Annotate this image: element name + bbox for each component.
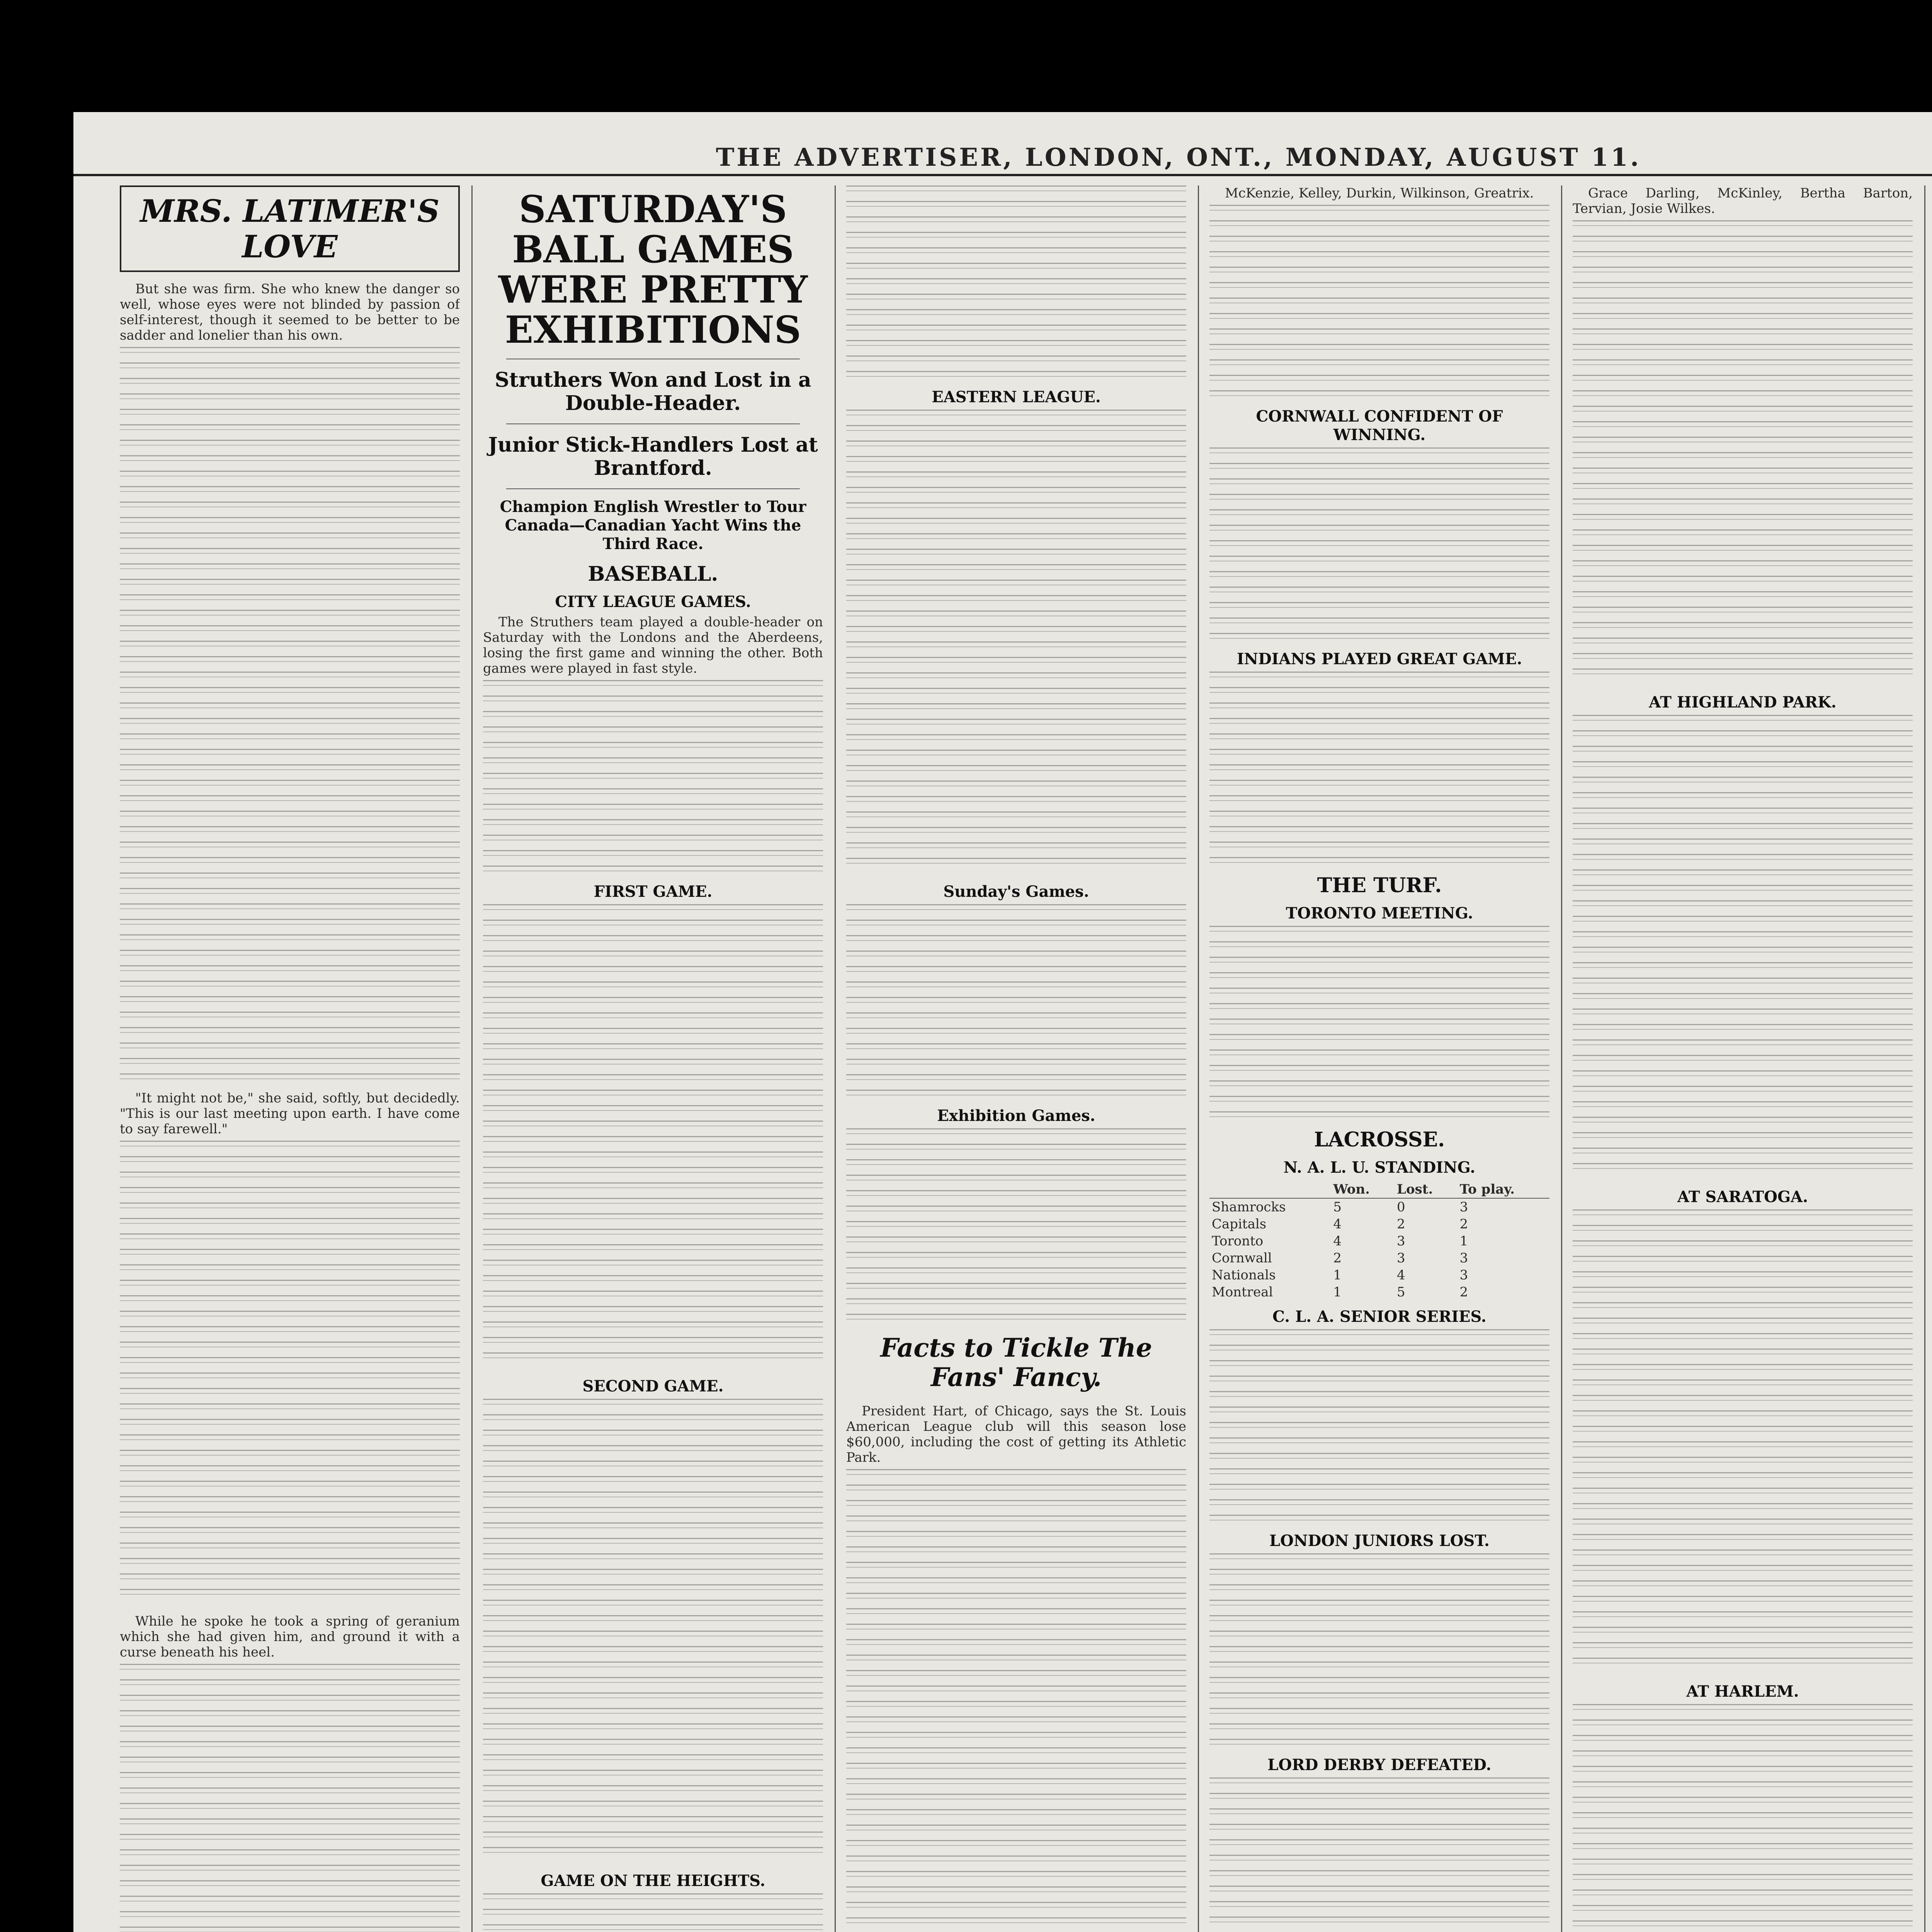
deck-heading: Junior Stick-Handlers Lost at Brantford. <box>488 433 818 480</box>
subsection-heading: AT SARATOGA. <box>1677 1188 1808 1206</box>
body-text-block <box>120 347 460 1081</box>
results-block <box>1573 220 1913 684</box>
subsection-heading: AT HIGHLAND PARK. <box>1649 693 1837 711</box>
table-row <box>1209 1233 1549 1250</box>
subsection-heading: Sunday's Games. <box>943 883 1089 901</box>
box-score-block <box>483 1399 823 1862</box>
body-text-block <box>120 1664 460 1932</box>
column-serial-story <box>120 185 460 1932</box>
cell: 1 <box>1459 1233 1468 1249</box>
column-rule <box>1924 185 1925 1932</box>
section-heading: THE TURF. <box>1317 874 1442 897</box>
cell: 0 <box>1397 1199 1405 1215</box>
cell: 2 <box>1397 1216 1405 1232</box>
subsection-heading: CITY LEAGUE GAMES. <box>555 593 751 611</box>
scores-block <box>846 904 1186 1097</box>
standings-header: Won. <box>1331 1181 1395 1198</box>
table-row <box>1209 1216 1549 1233</box>
body-text-block <box>1209 672 1549 865</box>
box-score-block <box>483 904 823 1368</box>
cell: 3 <box>1397 1250 1405 1266</box>
body-text-block <box>1209 1777 1549 1932</box>
paragraph: Grace Darling, McKinley, Bertha Barton, Tervian, Josie Wilkes. <box>1573 185 1913 216</box>
body-text-block <box>1209 447 1549 641</box>
table-row <box>1209 1198 1549 1216</box>
cell: 4 <box>1333 1216 1342 1232</box>
section-heading: BASEBALL. <box>588 562 718 586</box>
cell: 1 <box>1333 1284 1342 1300</box>
main-headline: SATURDAY'S BALL GAMES WERE PRETTY EXHIBITIONS <box>498 187 808 352</box>
cell: 5 <box>1397 1284 1405 1300</box>
paragraph: "It might not be," she said, softly, but decidedly. "This is our last meeting upon earth. I have come to say farewell." <box>120 1090 460 1137</box>
cell: 3 <box>1397 1233 1405 1249</box>
body-text-block <box>120 1141 460 1604</box>
body-text-block <box>846 1469 1186 1932</box>
column-league-scores <box>846 185 1186 1932</box>
body-text-block <box>1209 1329 1549 1522</box>
team-name: Cornwall <box>1212 1250 1272 1266</box>
subsection-heading: SECOND GAME. <box>582 1377 724 1395</box>
cell: 4 <box>1397 1267 1405 1283</box>
column-rule <box>1198 185 1199 1932</box>
scores-block <box>846 1128 1186 1321</box>
cell: 4 <box>1333 1233 1342 1249</box>
column-rule <box>471 185 473 1932</box>
paragraph: While he spoke he took a spring of geranium which she had given him, and ground it with a curse beneath his heel. <box>120 1614 460 1660</box>
team-name: Montreal <box>1212 1284 1273 1300</box>
body-text-block <box>1209 1553 1549 1747</box>
table-row <box>1209 1267 1549 1284</box>
standings-header: Lost. <box>1395 1181 1458 1198</box>
team-name: Shamrocks <box>1212 1199 1286 1215</box>
cell: 2 <box>1333 1250 1342 1266</box>
body-text-block <box>483 680 823 873</box>
standings-header-row <box>1209 1181 1549 1198</box>
standings-header <box>1209 1181 1331 1198</box>
deck-heading: Struthers Won and Lost in a Double-Header. <box>495 368 811 415</box>
column-lacrosse-turf <box>1209 185 1549 1932</box>
cell: 2 <box>1459 1216 1468 1232</box>
cell: 5 <box>1333 1199 1342 1215</box>
column-rule <box>835 185 836 1932</box>
cell: 1 <box>1333 1267 1342 1283</box>
column-rule <box>1561 185 1562 1932</box>
cell: 3 <box>1459 1250 1468 1266</box>
cell: 3 <box>1459 1199 1468 1215</box>
feature-heading: Facts to Tickle The Fans' Fancy. <box>880 1333 1152 1392</box>
paragraph: The Struthers team played a double-header on Saturday with the Londons and the Aberdeens, losing the first game and winning the other. Both games were played in fast style. <box>483 614 823 676</box>
cell: 2 <box>1459 1284 1468 1300</box>
body-text-block <box>483 1893 823 1932</box>
team-name: Nationals <box>1212 1267 1276 1283</box>
subsection-heading: TORONTO MEETING. <box>1286 904 1473 922</box>
divider <box>506 488 800 489</box>
story-heading-box <box>120 185 460 272</box>
subsection-heading: C. L. A. SENIOR SERIES. <box>1272 1308 1486 1326</box>
paragraph: McKenzie, Kelley, Durkin, Wilkinson, Greatrix. <box>1225 185 1534 201</box>
subsection-heading: Exhibition Games. <box>937 1107 1095 1125</box>
paragraph: President Hart, of Chicago, says the St. Louis American League club will this season lose $60,000, including the cost of getting its Athletic Park. <box>846 1403 1186 1465</box>
results-block <box>1573 1209 1913 1673</box>
subsection-heading: FIRST GAME. <box>594 883 713 901</box>
subsection-heading: CORNWALL CONFIDENT OF WINNING. <box>1256 407 1503 444</box>
subsection-heading: AT HARLEM. <box>1686 1682 1799 1701</box>
team-name: Toronto <box>1212 1233 1264 1249</box>
subsection-heading: LORD DERBY DEFEATED. <box>1267 1756 1492 1774</box>
section-heading: LACROSSE. <box>1314 1128 1445 1151</box>
divider <box>506 423 800 424</box>
story-title: MRS. LATIMER'S LOVE <box>140 193 440 265</box>
subsection-heading: EASTERN LEAGUE. <box>932 388 1101 406</box>
subsection-heading: LONDON JUNIORS LOST. <box>1269 1532 1490 1550</box>
masthead <box>73 135 1932 176</box>
subsection-heading: GAME ON THE HEIGHTS. <box>541 1872 765 1890</box>
column-racing-results <box>1573 185 1913 1932</box>
body-text-block <box>1209 205 1549 398</box>
results-block <box>1573 1704 1913 1932</box>
masthead-title: THE ADVERTISER, LONDON, ONT., MONDAY, AUGUST 11. <box>716 143 1641 172</box>
newspaper-page <box>73 112 1932 1932</box>
table-row <box>1209 1250 1549 1267</box>
table-row <box>1209 1284 1549 1301</box>
column-baseball <box>483 185 823 1932</box>
standings-header: To play. <box>1458 1181 1549 1198</box>
team-name: Capitals <box>1212 1216 1267 1232</box>
paragraph: But she was firm. She who knew the danger so well, whose eyes were not blinded by passion of self-interest, though it seemed to be better to be sadder and lonelier than his own. <box>120 281 460 343</box>
deck-heading: Champion English Wrestler to Tour Canada—Canadian Yacht Wins the Third Race. <box>500 498 806 553</box>
standings-table <box>1209 1181 1549 1301</box>
subsection-heading: INDIANS PLAYED GREAT GAME. <box>1236 650 1522 668</box>
cell: 3 <box>1459 1267 1468 1283</box>
results-block <box>1209 926 1549 1119</box>
results-block <box>1573 715 1913 1179</box>
scores-block <box>846 185 1186 379</box>
scores-block <box>846 410 1186 873</box>
subsection-heading: N. A. L. U. STANDING. <box>1283 1158 1476 1177</box>
